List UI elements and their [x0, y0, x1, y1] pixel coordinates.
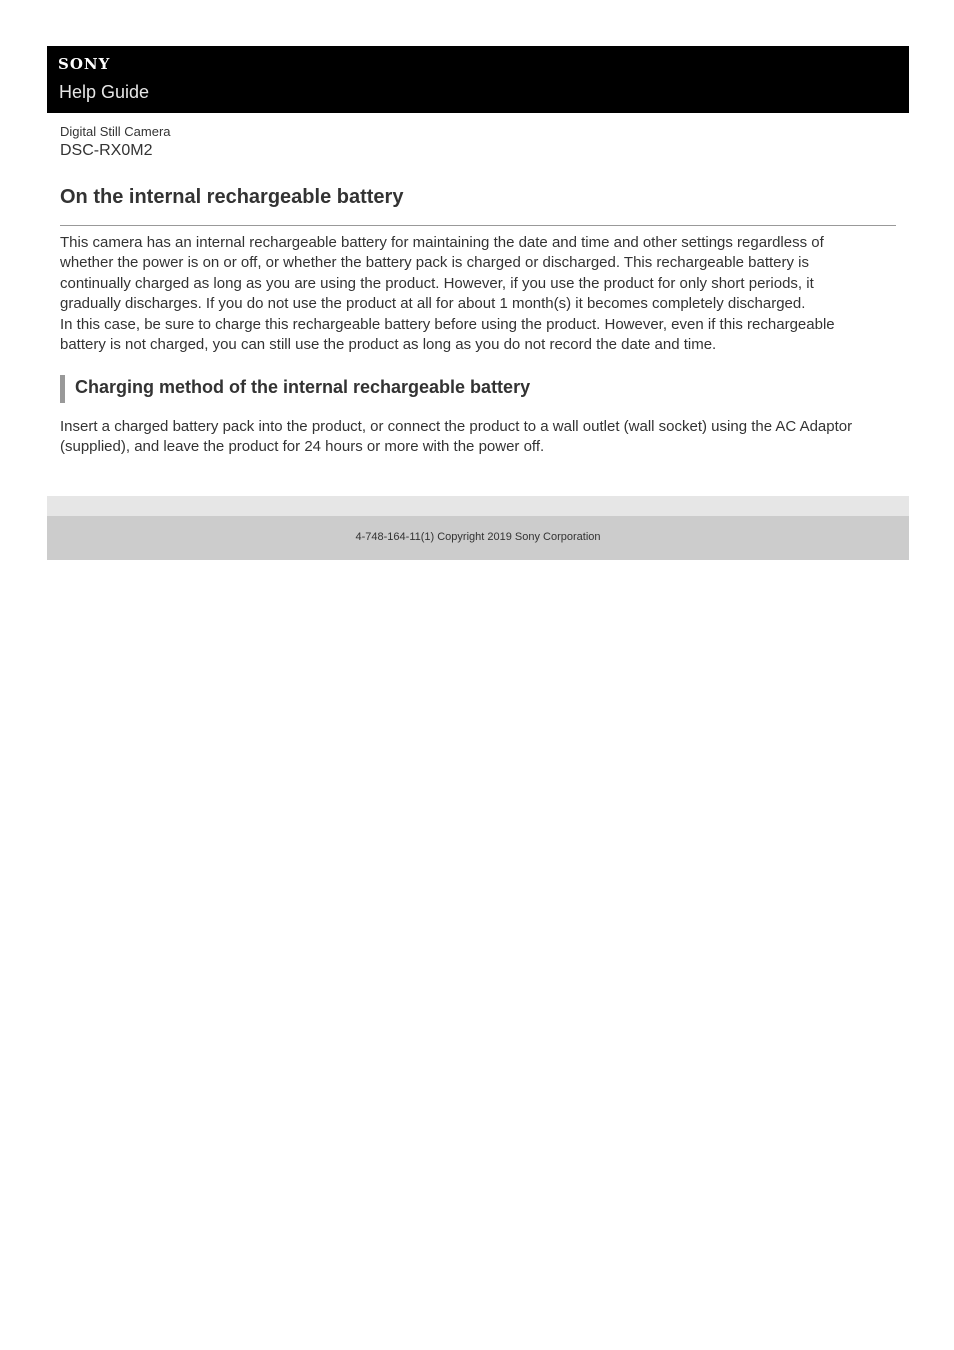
section-accent-bar: [60, 375, 65, 403]
model-name: DSC-RX0M2: [60, 142, 153, 159]
help-guide-label: Help Guide: [59, 82, 150, 102]
intro-line: gradually discharges. If you do not use the product at all for about 1 month(s) it becomes completely discharged.: [60, 295, 806, 313]
procedure-line: (supplied), and leave the product for 24 hours or more with the power off.: [60, 438, 545, 456]
page-header: [47, 46, 909, 113]
intro-line: battery is not charged, you can still use the product as long as you do not record the date and time.: [60, 336, 717, 354]
product-category: Digital Still Camera: [60, 124, 171, 139]
page-title: On the internal rechargeable battery: [60, 186, 404, 208]
intro-line: whether the power is on or off, or whether the battery pack is charged or discharged. This rechargeable battery is: [60, 254, 810, 272]
page-footer: [47, 516, 909, 560]
title-divider: [60, 225, 896, 226]
procedure-line: Insert a charged battery pack into the product, or connect the product to a wall outlet (wall socket) using the AC Adaptor: [60, 418, 853, 435]
intro-line: continually charged as long as you are using the product. However, if you use the product for only short periods, it: [60, 274, 814, 292]
intro-line: This camera has an internal rechargeable battery for maintaining the date and time and other settings regardless of: [60, 234, 824, 251]
charging-method-paragraph: [60, 417, 896, 458]
sony-logo: SONY: [58, 55, 111, 73]
footer-band: [47, 496, 909, 516]
section-heading: Charging method of the internal rechargeable battery: [75, 377, 531, 397]
intro-paragraph: [60, 233, 896, 355]
intro-line: In this case, be sure to charge this rechargeable battery before using the product. However, even if this rechargeable: [60, 315, 835, 333]
copyright-text: 4-748-164-11(1) Copyright 2019 Sony Corporation: [355, 531, 601, 543]
